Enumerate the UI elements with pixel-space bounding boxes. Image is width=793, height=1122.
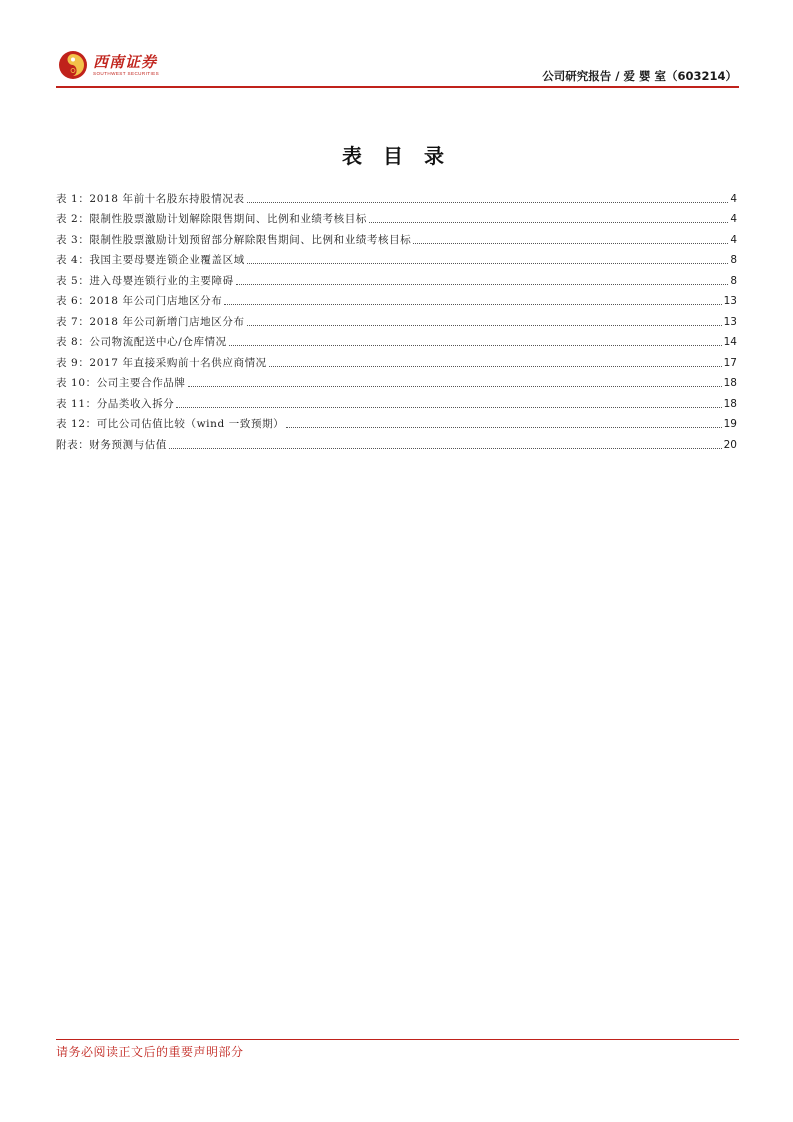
toc-entry-13[interactable] [56,431,737,452]
logo-text [93,54,159,77]
toc-entry-12[interactable] [56,411,737,432]
toc-entry-page: 17 [723,356,737,369]
toc-dot-leader [229,344,722,346]
toc-entry-label: 表 8：公司物流配送中心/仓库情况 [56,336,227,348]
toc-entry-7[interactable] [56,308,737,329]
toc-entry-6[interactable] [56,288,737,309]
toc-dot-leader [188,385,722,387]
toc-entry-label: 表 7：2018 年公司新增门店地区分布 [56,315,245,328]
toc-entry-page: 13 [723,295,737,307]
toc-dot-leader [236,283,729,285]
toc-entry-label: 表 2：限制性股票激励计划解除限售期间、比例和业绩考核目标 [56,213,367,225]
toc-dot-leader [269,365,722,367]
header-divider [56,86,739,88]
toc-entry-page: 8 [730,274,737,287]
toc-dot-leader [413,242,728,244]
toc-dot-leader [224,303,721,305]
toc-dot-leader [247,201,729,203]
toc-dot-leader [176,406,721,408]
toc-dot-leader [169,447,722,449]
toc-entry-page: 13 [723,315,737,328]
toc-entry-label: 表 12：可比公司估值比较（wind 一致预期） [56,418,285,430]
toc-entry-label: 表 11：分品类收入拆分 [56,397,175,410]
toc-entry-label: 表 1：2018 年前十名股东持股情况表 [56,192,245,205]
toc-entry-page: 4 [730,192,737,205]
toc-entry-2[interactable] [56,206,737,227]
toc-entry-3[interactable] [56,226,737,247]
report-header-title: 公司研究报告 / 爱 婴 室（603214） [542,69,737,83]
logo-english-name: SOUTHWEST SECURITIES [93,70,160,76]
company-logo [58,48,159,82]
toc-entry-page: 14 [723,336,737,348]
toc-dot-leader [286,426,721,428]
southwest-securities-logo-icon [58,50,88,80]
toc-entry-5[interactable] [56,267,737,288]
table-of-tables [56,185,737,452]
toc-entry-1[interactable] [56,185,737,206]
page-header [0,0,793,90]
toc-entry-label: 表 5：进入母婴连锁行业的主要障碍 [56,274,234,287]
toc-entry-label: 表 6：2018 年公司门店地区分布 [56,295,223,307]
toc-entry-8[interactable] [56,329,737,350]
toc-entry-9[interactable] [56,349,737,370]
toc-entry-page: 8 [730,254,737,266]
toc-entry-label: 表 4：我国主要母婴连锁企业覆盖区域 [56,254,245,266]
toc-entry-11[interactable] [56,390,737,411]
toc-entry-4[interactable] [56,247,737,268]
toc-entry-label: 表 3：限制性股票激励计划预留部分解除限售期间、比例和业绩考核目标 [56,233,412,246]
toc-entry-10[interactable] [56,370,737,391]
logo-chinese-name: 西南证券 [93,52,158,71]
toc-entry-page: 18 [723,397,737,410]
toc-dot-leader [369,221,728,223]
page-title: 表 目 录 [342,144,451,168]
footer-disclaimer: 请务必阅读正文后的重要声明部分 [56,1045,244,1059]
toc-entry-label: 表 9：2017 年直接采购前十名供应商情况 [56,356,267,369]
toc-entry-label: 表 10：公司主要合作品牌 [56,377,186,389]
toc-dot-leader [247,262,728,264]
toc-entry-page: 18 [723,377,737,389]
toc-entry-page: 4 [730,233,737,246]
toc-entry-page: 4 [730,213,737,225]
toc-entry-label: 附表：财务预测与估值 [56,438,167,451]
toc-entry-page: 19 [723,418,737,430]
toc-dot-leader [247,324,722,326]
toc-entry-page: 20 [723,438,737,451]
footer-divider [56,1039,739,1040]
